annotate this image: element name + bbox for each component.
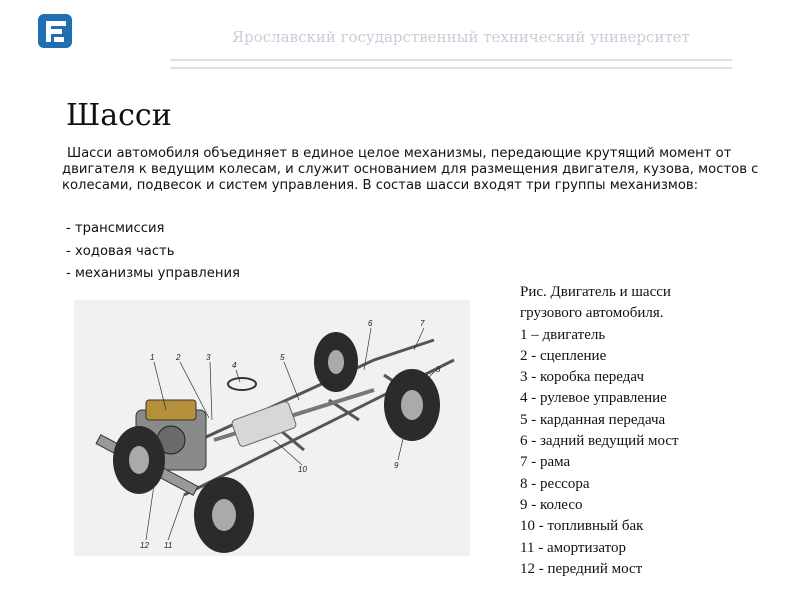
legend-item: 1 – двигатель [520, 326, 606, 343]
university-logo-icon [38, 14, 72, 48]
rear-left-wheel [314, 332, 358, 392]
callout-3: 3 [206, 353, 211, 362]
callout-8: 8 [436, 365, 441, 374]
list-item: - трансмиссия [66, 221, 165, 236]
slide-title: Шасси [66, 98, 172, 133]
legend-item: 4 - рулевое управление [520, 390, 667, 407]
university-name: Ярославский государственный технический университет [232, 28, 690, 46]
callout-6: 6 [368, 319, 373, 328]
legend-item: 6 - задний ведущий мост [520, 433, 679, 450]
front-left-wheel [113, 426, 165, 494]
callout-2: 2 [176, 353, 181, 362]
figure-caption [520, 282, 679, 580]
legend-item: 12 - передний мост [520, 560, 643, 577]
callout-1: 1 [150, 353, 155, 362]
callout-12: 12 [140, 541, 149, 550]
chassis-illustration [74, 300, 470, 556]
legend-item: 8 - рессора [520, 475, 590, 492]
mechanism-groups-list [66, 218, 240, 286]
callout-4: 4 [232, 361, 237, 370]
header-divider [170, 59, 732, 61]
intro-paragraph [62, 146, 762, 194]
legend-item: 5 - карданная передача [520, 411, 666, 428]
front-right-wheel [194, 477, 254, 553]
list-item: - ходовая часть [66, 243, 175, 259]
list-item: - механизмы управления [66, 266, 240, 281]
legend-item: 11 - амортизатор [520, 539, 627, 556]
callout-9: 9 [394, 461, 399, 470]
legend-item: 3 - коробка передач [520, 369, 644, 386]
legend-item: 7 - рама [520, 454, 571, 471]
caption-title-continued: грузового автомобиля. [520, 305, 664, 322]
legend-item: 2 - сцепление [520, 347, 607, 364]
callout-7: 7 [420, 319, 425, 328]
callout-5: 5 [280, 353, 285, 362]
rear-right-wheel [384, 369, 440, 441]
header-divider-secondary [170, 67, 732, 69]
caption-title: Рис. Двигатель и шасси [520, 284, 671, 300]
legend-item: 10 - топливный бак [520, 518, 644, 535]
callout-11: 11 [164, 541, 173, 550]
callout-10: 10 [298, 465, 307, 474]
intro-text: Шасси автомобиля объединяет в единое целое механизмы, передающие крутящий момент от двигателя к ведущим колесам, и служит основанием для размещения двигателя, кузова, мостов с колесами, подвесок и систем управления. В состав шасси входят три группы механизмов: [62, 146, 759, 193]
legend-item: 9 - колесо [520, 496, 583, 513]
